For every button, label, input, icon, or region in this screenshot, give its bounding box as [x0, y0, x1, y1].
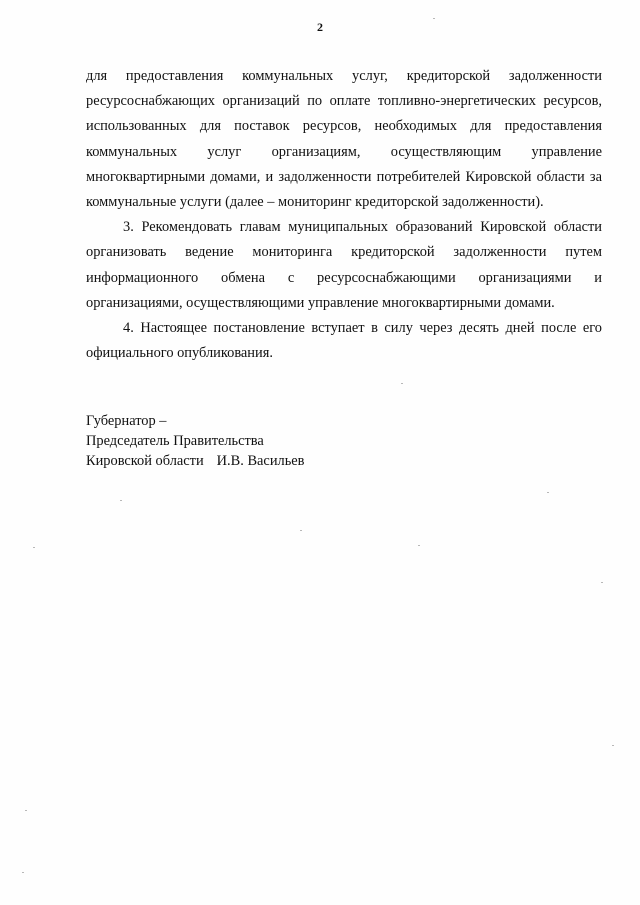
paragraph-item-4: 4. Настоящее постановление вступает в силу через десять дней после его официального опубликования.: [86, 320, 602, 362]
page-number: 2: [317, 20, 323, 34]
scan-speck: [25, 810, 27, 811]
document-body: [86, 64, 602, 366]
scan-speck: [22, 872, 24, 873]
scan-speck: [401, 383, 403, 384]
signature-title-line-2: Председатель Правительства: [86, 433, 264, 449]
scan-speck: [300, 530, 302, 531]
paragraph-continuation: для предоставления коммунальных услуг, кредиторской задолженности ресурсоснабжающих организаций по оплате топливно-энергетических ресурсов, использованных для поставок ресурсов, необходимых для предоставления коммунальных услуг организациям, осуществляющим управление многоквартирными домами, и задолженности потребителей Кировской области за коммунальные услуги (далее – мониторинг кредиторской задолженности).: [86, 68, 602, 211]
scan-speck: [120, 500, 122, 501]
scan-speck: [418, 545, 420, 546]
scan-speck: [33, 547, 35, 548]
signature-region: Кировской области: [86, 453, 204, 469]
scan-speck: [433, 18, 435, 19]
signatory-name: И.В. Васильев: [216, 453, 305, 469]
signature-block: [86, 411, 386, 471]
scan-speck: [547, 492, 549, 493]
scan-speck: [612, 745, 614, 746]
paragraph-item-3: 3. Рекомендовать главам муниципальных образований Кировской области организовать ведение мониторинга кредиторской задолженности путем информационного обмена с ресурсоснабжающими организациями и организациями, осуществляющими управление многоквартирными домами.: [86, 219, 602, 311]
signature-title-line-3: [86, 451, 386, 471]
signature-title-line-1: Губернатор –: [86, 413, 167, 429]
scan-speck: [601, 582, 603, 583]
